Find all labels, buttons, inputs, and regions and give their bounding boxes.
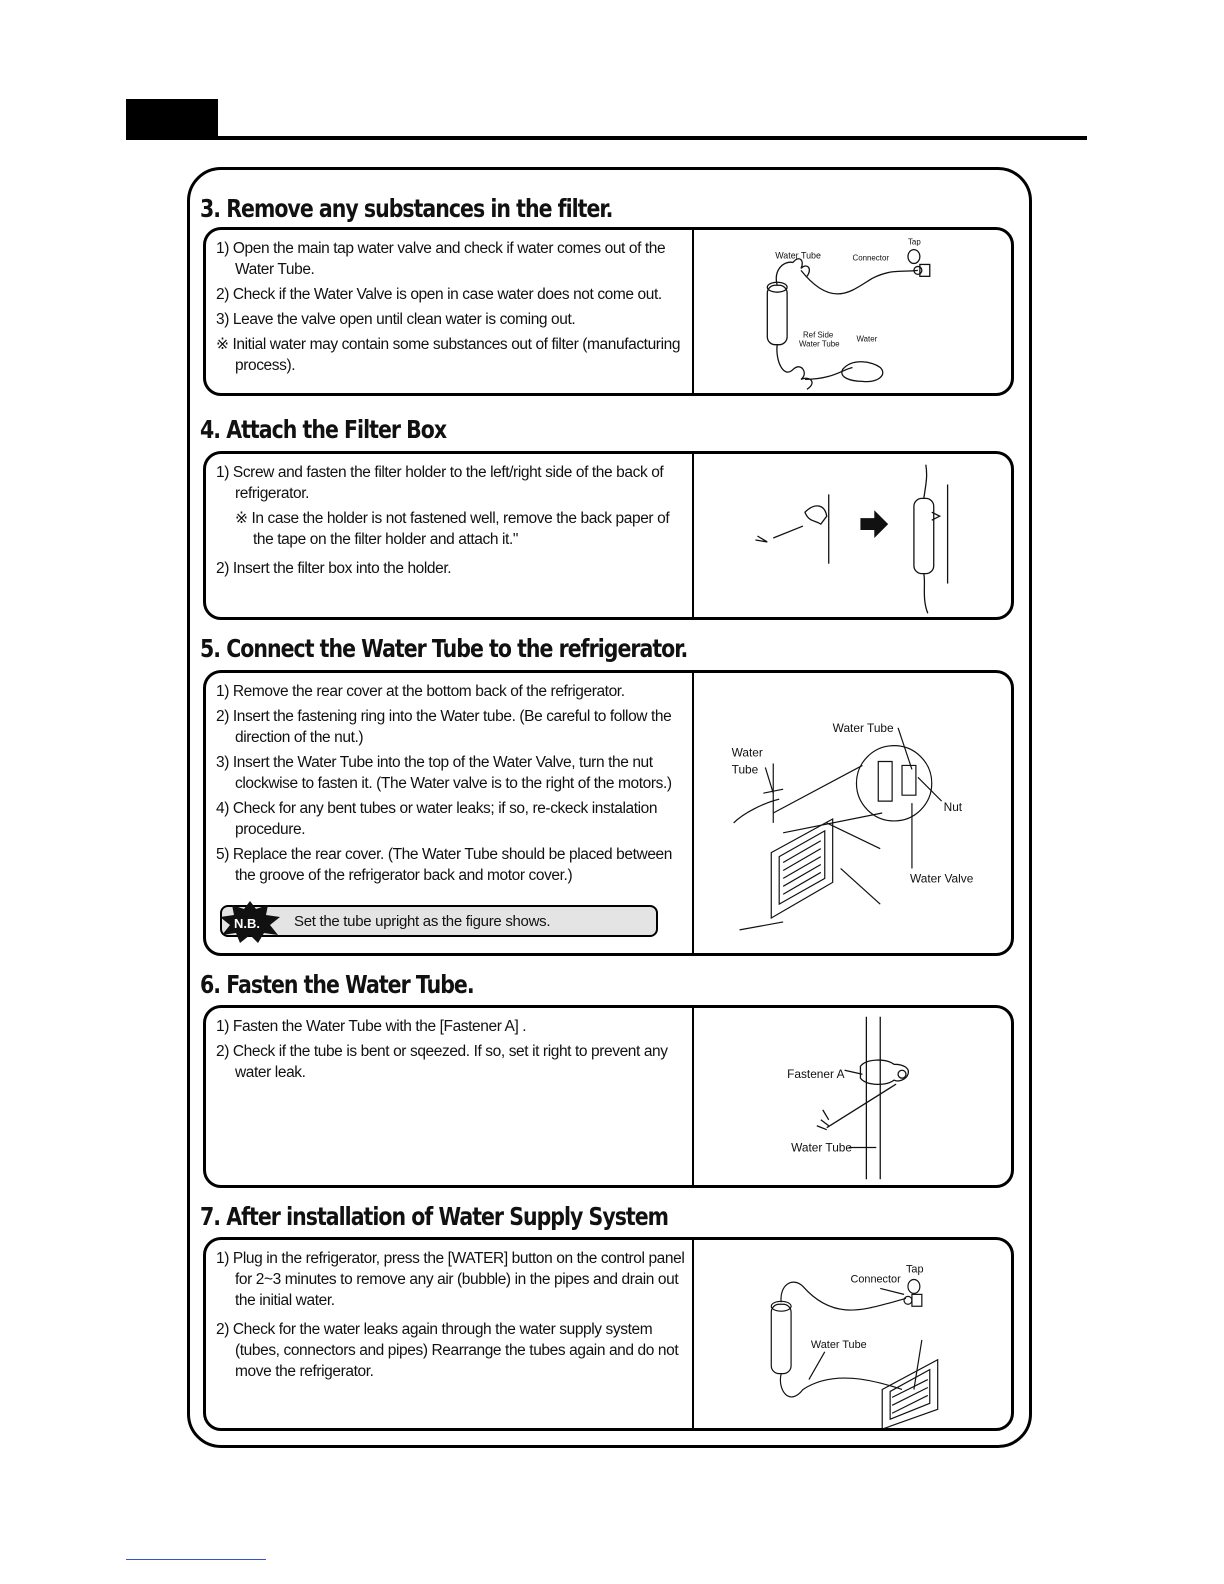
section-6-title: 6. Fasten the Water Tube. xyxy=(200,970,474,999)
label-water-tube: Water Tube xyxy=(775,250,821,261)
section-3-steps xyxy=(216,238,686,380)
note: ※ In case the holder is not fastened well, remove the back paper of the tape on the filter holder and attach it." xyxy=(235,510,670,548)
step: 1) Fasten the Water Tube with the [Fastener A] . xyxy=(216,1018,527,1035)
step: 5) Replace the rear cover. (The Water Tube should be placed between the groove of the refrigerator back and motor cover.) xyxy=(216,846,672,884)
step: 1) Open the main tap water valve and check if water comes out of the Water Tube. xyxy=(216,240,666,278)
step: 2) Insert the fastening ring into the Water tube. (Be careful to follow the direction of the nut.) xyxy=(216,708,672,746)
label-connector: Connector xyxy=(850,1273,901,1286)
section-5-steps xyxy=(216,681,686,890)
label-ref-side: Ref Side xyxy=(802,330,834,340)
step: 3) Leave the valve open until clean water is coming out. xyxy=(216,311,576,328)
label-water-tube: Water Tube xyxy=(832,720,894,735)
label-connector: Connector xyxy=(852,253,889,263)
section-7-title: 7. After installation of Water Supply System xyxy=(200,1202,669,1231)
filter-flush-figure xyxy=(694,230,1011,393)
section-4-title: 4. Attach the Filter Box xyxy=(200,415,447,444)
label-water: Water xyxy=(731,745,763,760)
fastener-figure xyxy=(694,1008,1011,1185)
step: 1) Remove the rear cover at the bottom back of the refrigerator. xyxy=(216,683,625,700)
step: 4) Check for any bent tubes or water leaks; if so, re-ckeck instalation procedure. xyxy=(216,800,658,838)
step: 1) Plug in the refrigerator, press the [WATER] button on the control panel for 2~3 minutes to remove any air (bubble) in the pipes and drain out the initial water. xyxy=(216,1250,685,1309)
nb-text: Set the tube upright as the figure shows. xyxy=(294,913,551,930)
filter-holder-figure xyxy=(694,454,1011,617)
section-7-steps xyxy=(216,1248,686,1386)
nb-note-bar xyxy=(220,905,658,937)
note: ※ Initial water may contain some substances out of filter (manufacturing process). xyxy=(216,336,681,374)
label-water-tube: Water Tube xyxy=(810,1338,867,1351)
nb-badge-icon xyxy=(218,901,282,943)
header-tab xyxy=(126,99,218,140)
step: 2) Check if the Water Valve is open in case water does not come out. xyxy=(216,286,662,303)
nb-badge-label: N.B. xyxy=(234,916,260,931)
water-valve-figure xyxy=(694,673,1011,953)
step: 2) Check if the tube is bent or sqeezed. If so, set it right to prevent any water leak. xyxy=(216,1043,668,1081)
label-water-valve: Water Valve xyxy=(909,871,974,886)
section-4-steps xyxy=(216,462,686,583)
label-water-tube: Water Tube xyxy=(791,1140,853,1155)
label-nut: Nut xyxy=(943,800,963,815)
step: 2) Check for the water leaks again through the water supply system (tubes, connectors and pipes) Rearrange the tubes again and do not move the refrigerator. xyxy=(216,1321,679,1380)
section-6-box xyxy=(203,1005,1014,1188)
label-tube: Tube xyxy=(731,762,759,777)
section-3-box xyxy=(203,227,1014,396)
label-water: Water xyxy=(856,334,878,344)
label-ref-side-tube: Water Tube xyxy=(799,339,840,349)
label-fastener: Fastener A xyxy=(787,1067,845,1082)
section-5-title: 5. Connect the Water Tube to the refrigerator. xyxy=(200,634,688,663)
section-3-title: 3. Remove any substances in the filter. xyxy=(200,194,613,223)
section-7-box xyxy=(203,1237,1014,1431)
label-tap: Tap xyxy=(905,1263,924,1276)
label-tap: Tap xyxy=(907,237,921,247)
step: 2) Insert the filter box into the holder. xyxy=(216,560,452,577)
section-6-steps xyxy=(216,1016,686,1087)
step: 1) Screw and fasten the filter holder to the left/right side of the back of refrigerator. xyxy=(216,464,664,502)
header-rule xyxy=(126,136,1087,140)
water-supply-figure xyxy=(694,1240,1011,1428)
footer-link-line xyxy=(126,1559,266,1560)
section-5-box xyxy=(203,670,1014,956)
section-4-box xyxy=(203,451,1014,620)
step: 3) Insert the Water Tube into the top of the Water Valve, turn the nut clockwise to fasten it. (The Water valve is to the right of the motors.) xyxy=(216,754,672,792)
